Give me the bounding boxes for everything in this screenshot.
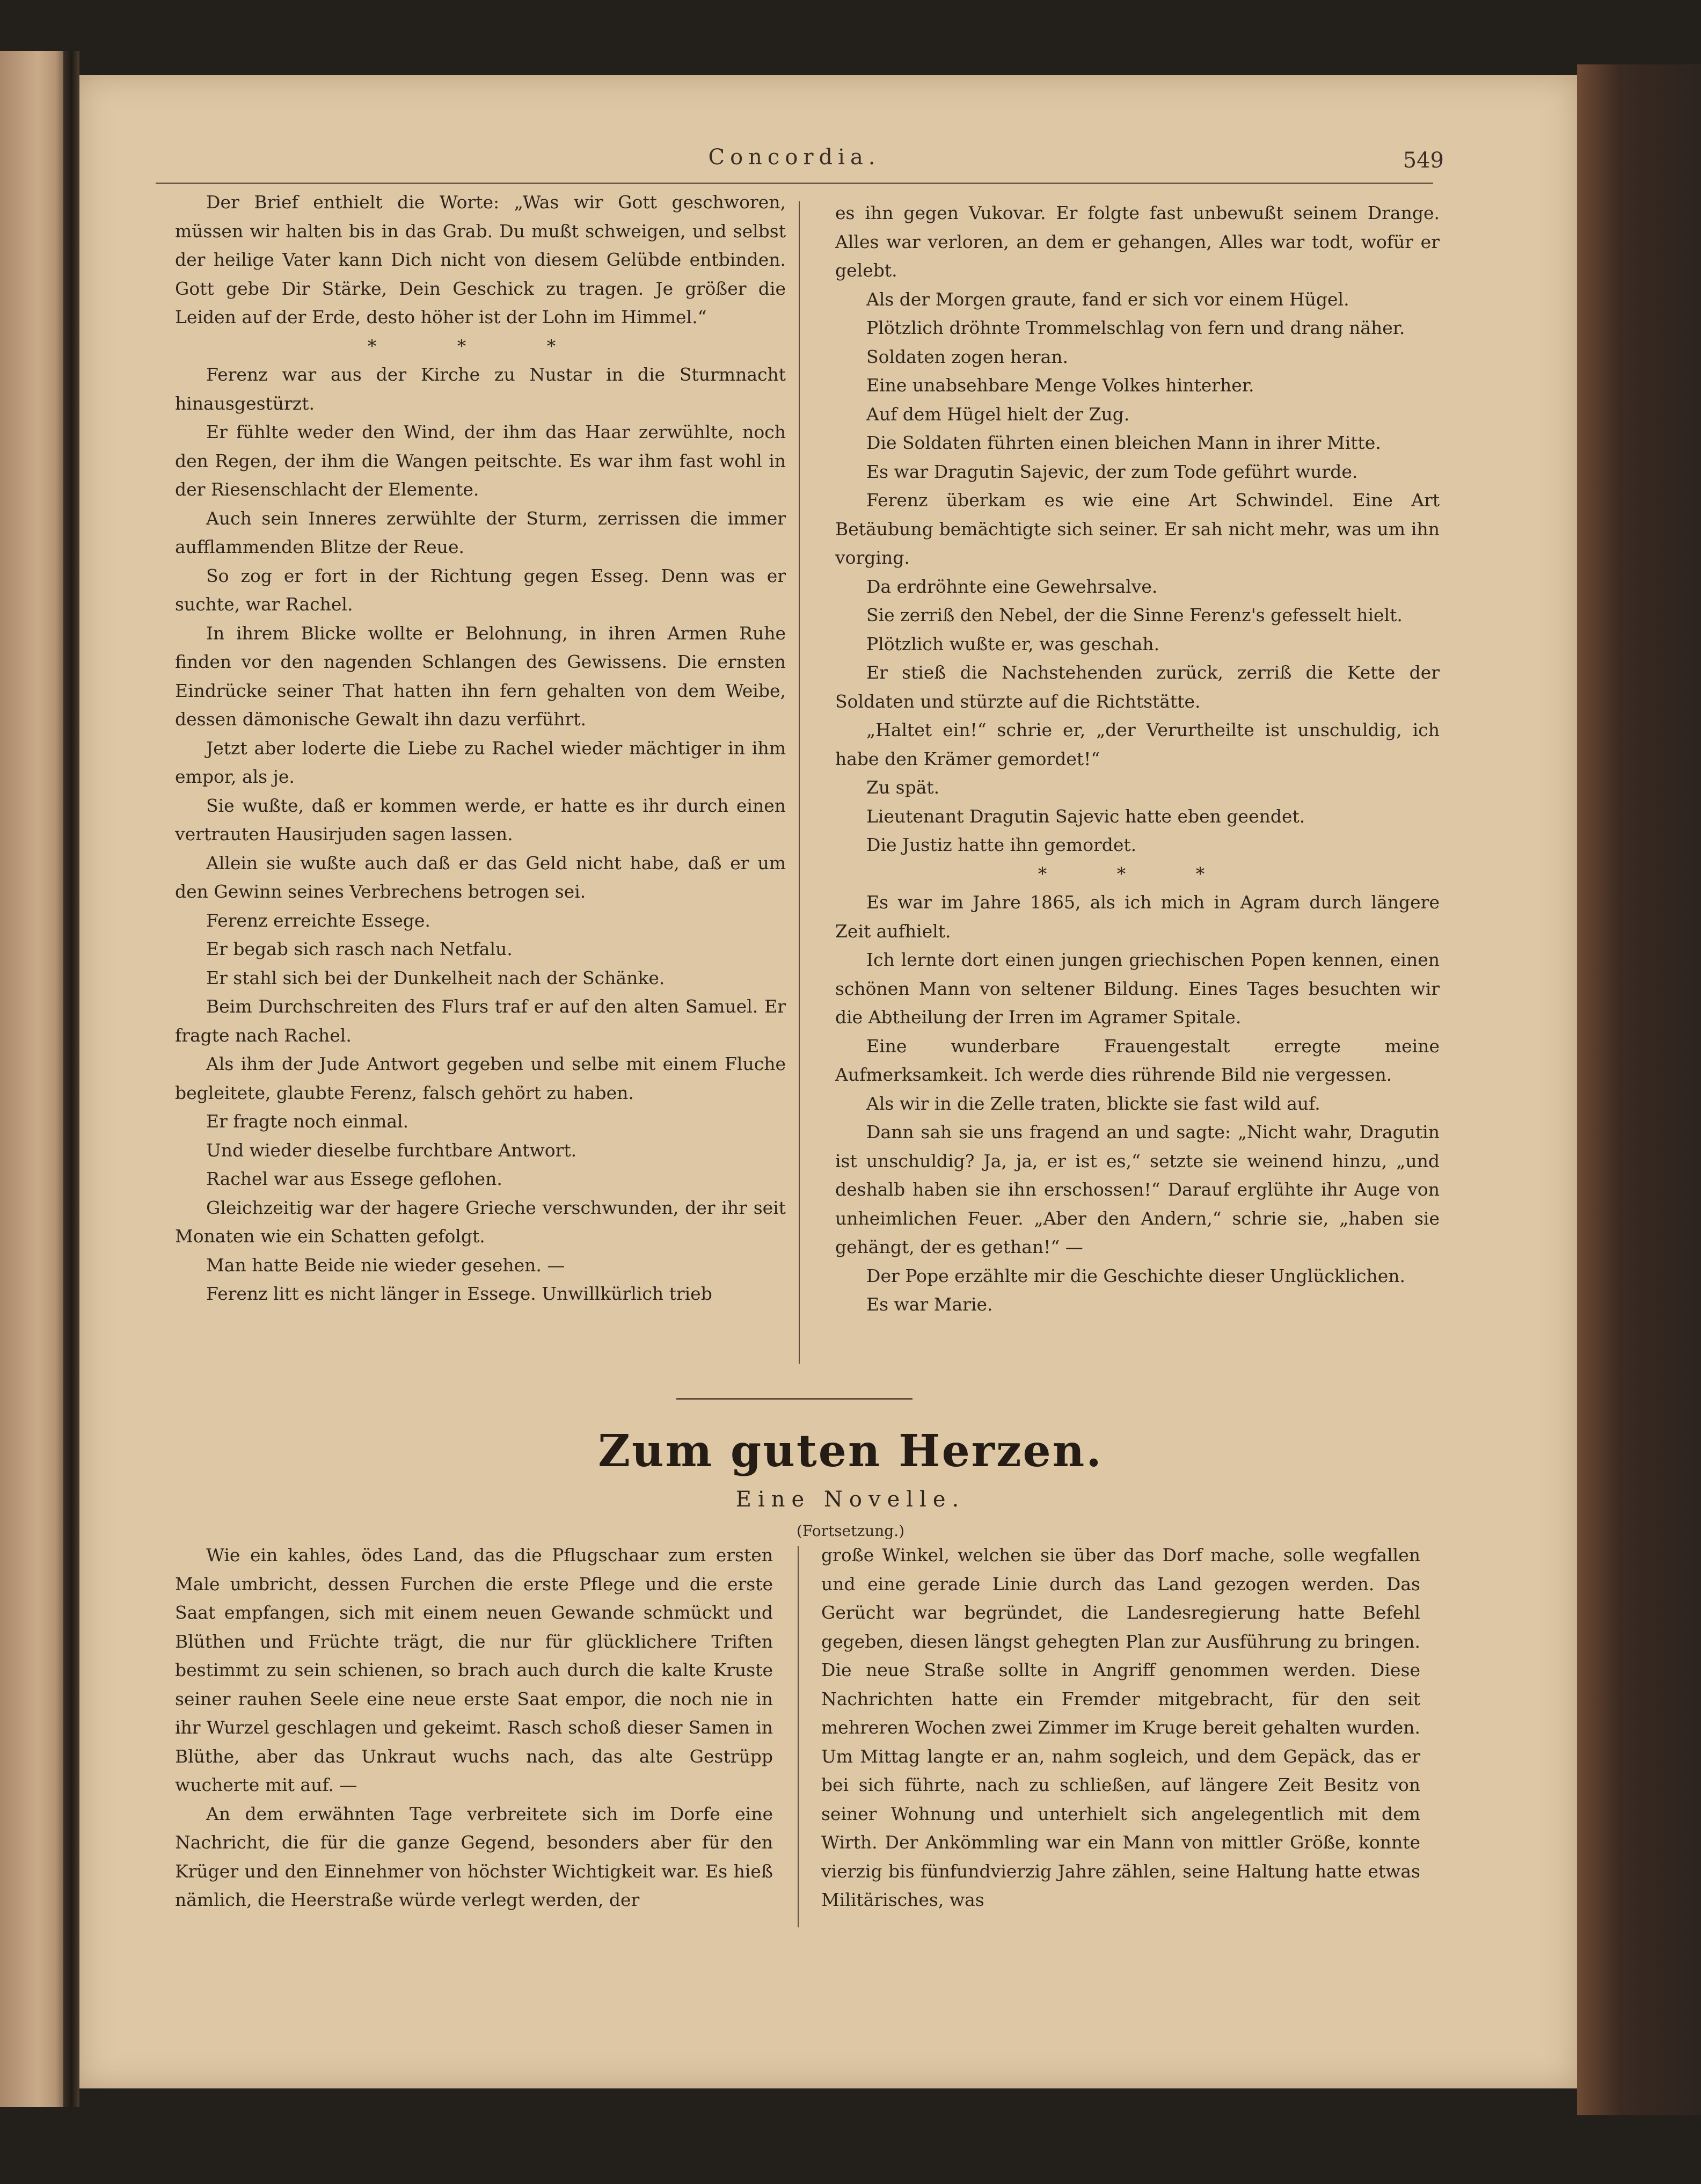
article-separator-rule bbox=[676, 1398, 912, 1400]
paragraph: An dem erwähnten Tage verbreitete sich im Dorfe eine Nachricht, die für die ganze Gegend, besonders aber für den Krüger und den Einnehmer von höchster Wichtigkeit war. Es hieß nämlich, die Heerstraße würde verlegt werden, der bbox=[175, 1803, 773, 1910]
paragraph: Plötzlich wußte er, was geschah. bbox=[866, 633, 1160, 654]
paragraph: Es war Dragutin Sajevic, der zum Tode geführt wurde. bbox=[866, 461, 1358, 482]
paragraph: Der Brief enthielt die Worte: „Was wir Gott geschworen, müssen wir halten bis in das Grab. Du mußt schweigen, und selbst der heilige Vater kann Dich nicht von diesem Gelübde entbinden. Gott gebe Dir Stärke, Dein Geschick zu tragen. Je größer die Leiden auf der Erde, desto höher ist der Lohn im Himmel.“ bbox=[175, 192, 786, 327]
paragraph: In ihrem Blicke wollte er Belohnung, in ihren Armen Ruhe finden vor den nagenden Schlangen des Gewissens. Die ernsten Eindrücke seiner That hatten ihn fern gehalten von dem Weibe, dessen dämonische Gewalt ihn dazu verführt. bbox=[175, 622, 786, 730]
page-header bbox=[156, 145, 1444, 184]
paragraph: Als wir in die Zelle traten, blickte sie fast wild auf. bbox=[866, 1093, 1320, 1114]
paragraph: Allein sie wußte auch daß er das Geld nicht habe, daß er um den Gewinn seines Verbrechens betrogen sei. bbox=[175, 852, 786, 902]
paragraph: Die Soldaten führten einen bleichen Mann in ihrer Mitte. bbox=[866, 432, 1381, 453]
paragraph: Auch sein Inneres zerwühlte der Sturm, zerrissen die immer aufflammenden Blitze der Reue. bbox=[175, 507, 786, 557]
story-subtitle: Eine Novelle. bbox=[735, 1487, 966, 1512]
paragraph: Er stahl sich bei der Dunkelheit nach der Schänke. bbox=[206, 967, 665, 988]
section-separator-stars: * * * bbox=[367, 335, 594, 356]
paragraph: Man hatte Beide nie wieder gesehen. — bbox=[206, 1254, 565, 1276]
column-divider bbox=[799, 201, 800, 1364]
paragraph: Der Pope erzählte mir die Geschichte dieser Unglücklichen. bbox=[866, 1265, 1406, 1286]
story-column-right bbox=[821, 1541, 1420, 1914]
story-column-left bbox=[175, 1541, 773, 1914]
paragraph: Jetzt aber loderte die Liebe zu Rachel wieder mächtiger in ihm empor, als je. bbox=[175, 737, 786, 787]
article-column-left bbox=[175, 188, 786, 1308]
paragraph: Ferenz erreichte Essege. bbox=[206, 909, 430, 931]
section-separator-stars: * * * bbox=[1038, 863, 1237, 884]
paragraph: Zu spät. bbox=[866, 777, 940, 798]
paragraph: es ihn gegen Vukovar. Er folgte fast unbewußt seinem Drange. Alles war verloren, an dem er gehangen, Alles war todt, wofür er gelebt. bbox=[835, 202, 1440, 281]
paragraph: Er fühlte weder den Wind, der ihm das Haar zerwühlte, noch den Regen, der ihm die Wangen peitschte. Es war ihm fast wohl in der Riesenschlacht der Elemente. bbox=[175, 421, 786, 500]
paragraph: Sie wußte, daß er kommen werde, er hatte es ihr durch einen vertrauten Hausirjuden sagen lassen. bbox=[175, 795, 786, 845]
page-number: 549 bbox=[1403, 148, 1444, 173]
paragraph: Und wieder dieselbe furchtbare Antwort. bbox=[206, 1139, 577, 1161]
story-title: Zum guten Herzen. bbox=[598, 1425, 1103, 1477]
paragraph: Da erdröhnte eine Gewehrsalve. bbox=[866, 576, 1158, 597]
paragraph: Rachel war aus Essege geflohen. bbox=[206, 1168, 502, 1189]
paragraph: Auf dem Hügel hielt der Zug. bbox=[866, 403, 1130, 425]
continuation-note: (Fortsetzung.) bbox=[796, 1522, 905, 1540]
book-cover-edge bbox=[1577, 64, 1701, 2115]
paragraph: Plötzlich dröhnte Trommelschlag von fern und drang näher. bbox=[866, 317, 1405, 338]
paragraph: Ich lernte dort einen jungen griechischen Popen kennen, einen schönen Mann von seltener Bildung. Eines Tages besuchten wir die Abtheilung der Irren im Agramer Spitale. bbox=[835, 949, 1440, 1028]
paragraph: Dann sah sie uns fragend an und sagte: „Nicht wahr, Dragutin ist unschuldig? Ja, ja, er ist es,“ setzte sie weinend hinzu, „und deshalb haben sie ihn erschossen!“ Darauf erglühte ihr Auge von unheimlichen Feuer. „Aber den Andern,“ schrie sie, „haben sie gehängt, der es gethan!“ — bbox=[835, 1122, 1440, 1257]
paragraph: Lieutenant Dragutin Sajevic hatte eben geendet. bbox=[866, 805, 1305, 827]
facing-page-edge bbox=[0, 51, 70, 2107]
paragraph: Gleichzeitig war der hagere Grieche verschwunden, der ihr seit Monaten wie ein Schatten gefolgt. bbox=[175, 1197, 786, 1247]
paragraph: Er begab sich rasch nach Netfalu. bbox=[206, 938, 513, 959]
paragraph: Es war im Jahre 1865, als ich mich in Agram durch längere Zeit aufhielt. bbox=[835, 892, 1440, 942]
paragraph: Beim Durchschreiten des Flurs traf er auf den alten Samuel. Er fragte nach Rachel. bbox=[175, 996, 786, 1046]
paragraph: Er fragte noch einmal. bbox=[206, 1111, 409, 1132]
paragraph: So zog er fort in der Richtung gegen Esseg. Denn was er suchte, war Rachel. bbox=[175, 565, 786, 615]
article-column-right bbox=[835, 199, 1440, 1319]
paragraph: Die Justiz hatte ihn gemordet. bbox=[866, 834, 1137, 855]
paragraph: Es war Marie. bbox=[866, 1294, 993, 1315]
book-binding bbox=[63, 51, 79, 2107]
paragraph: Eine unabsehbare Menge Volkes hinterher. bbox=[866, 375, 1254, 396]
paragraph: große Winkel, welchen sie über das Dorf mache, solle wegfallen und eine gerade Linie durch das Land gezogen werden. Das Gerücht war begründet, die Landesregierung hatte Befehl gegeben, diesen längst gehegten Plan zur Ausführung zu bringen. Die neue Straße sollte in Angriff genommen werden. Diese Nachrichten hatte ein Fremder mitgebracht, für den seit mehreren Wochen zwei Zimmer im Kruge bereit gehalten wurden. Um Mittag langte er an, nahm sogleich, und dem Gepäck, das er bei sich führte, nach zu schließen, auf längere Zeit Besitz von seiner Wohnung und unterhielt sich angelegentlich mit dem Wirth. Der Ankömmling war ein Mann von mittler Größe, konnte vierzig bis fünfundvierzig Jahre zählen, seine Haltung hatte etwas Militärisches, was bbox=[821, 1545, 1420, 1910]
paragraph: Ferenz war aus der Kirche zu Nustar in die Sturmnacht hinausgestürzt. bbox=[175, 364, 786, 414]
paragraph: Als der Morgen graute, fand er sich vor einem Hügel. bbox=[866, 288, 1349, 310]
column-divider bbox=[798, 1546, 799, 1927]
paragraph: Als ihm der Jude Antwort gegeben und selbe mit einem Fluche begleitete, glaubte Ferenz, falsch gehört zu haben. bbox=[175, 1053, 786, 1103]
paragraph: Er stieß die Nachstehenden zurück, zerriß die Kette der Soldaten und stürzte auf die Richtstätte. bbox=[835, 662, 1440, 712]
running-title: Concordia. bbox=[708, 145, 881, 170]
paragraph: Eine wunderbare Frauengestalt erregte meine Aufmerksamkeit. Ich werde dies rührende Bild nie vergessen. bbox=[835, 1035, 1440, 1085]
paragraph: Sie zerriß den Nebel, der die Sinne Ferenz's gefesselt hielt. bbox=[866, 605, 1403, 625]
paragraph: „Haltet ein!“ schrie er, „der Verurtheilte ist unschuldig, ich habe den Krämer gemordet!“ bbox=[835, 719, 1440, 769]
paragraph: Ferenz überkam es wie eine Art Schwindel. Eine Art Betäubung bemächtigte sich seiner. Er sah nicht mehr, was um ihn vorging. bbox=[835, 490, 1440, 568]
paragraph: Ferenz litt es nicht länger in Essege. Unwillkürlich trieb bbox=[206, 1283, 712, 1304]
paragraph: Wie ein kahles, ödes Land, das die Pflugschaar zum ersten Male umbricht, dessen Furchen die erste Pflege und die erste Saat empfangen, sich mit einem neuen Gewande schmückt und Blüthen und Früchte trägt, die nur für glücklichere Triften bestimmt zu sein schienen, so brach auch durch die kalte Kruste seiner rauhen Seele eine neue erste Saat empor, die noch nie in ihr Wurzel geschlagen und gekeimt. Rasch schoß dieser Samen in Blüthe, aber das Unkraut wuchs nach, das alte Gestrüpp wucherte mit auf. — bbox=[175, 1545, 773, 1795]
paragraph: Soldaten zogen heran. bbox=[866, 346, 1068, 367]
